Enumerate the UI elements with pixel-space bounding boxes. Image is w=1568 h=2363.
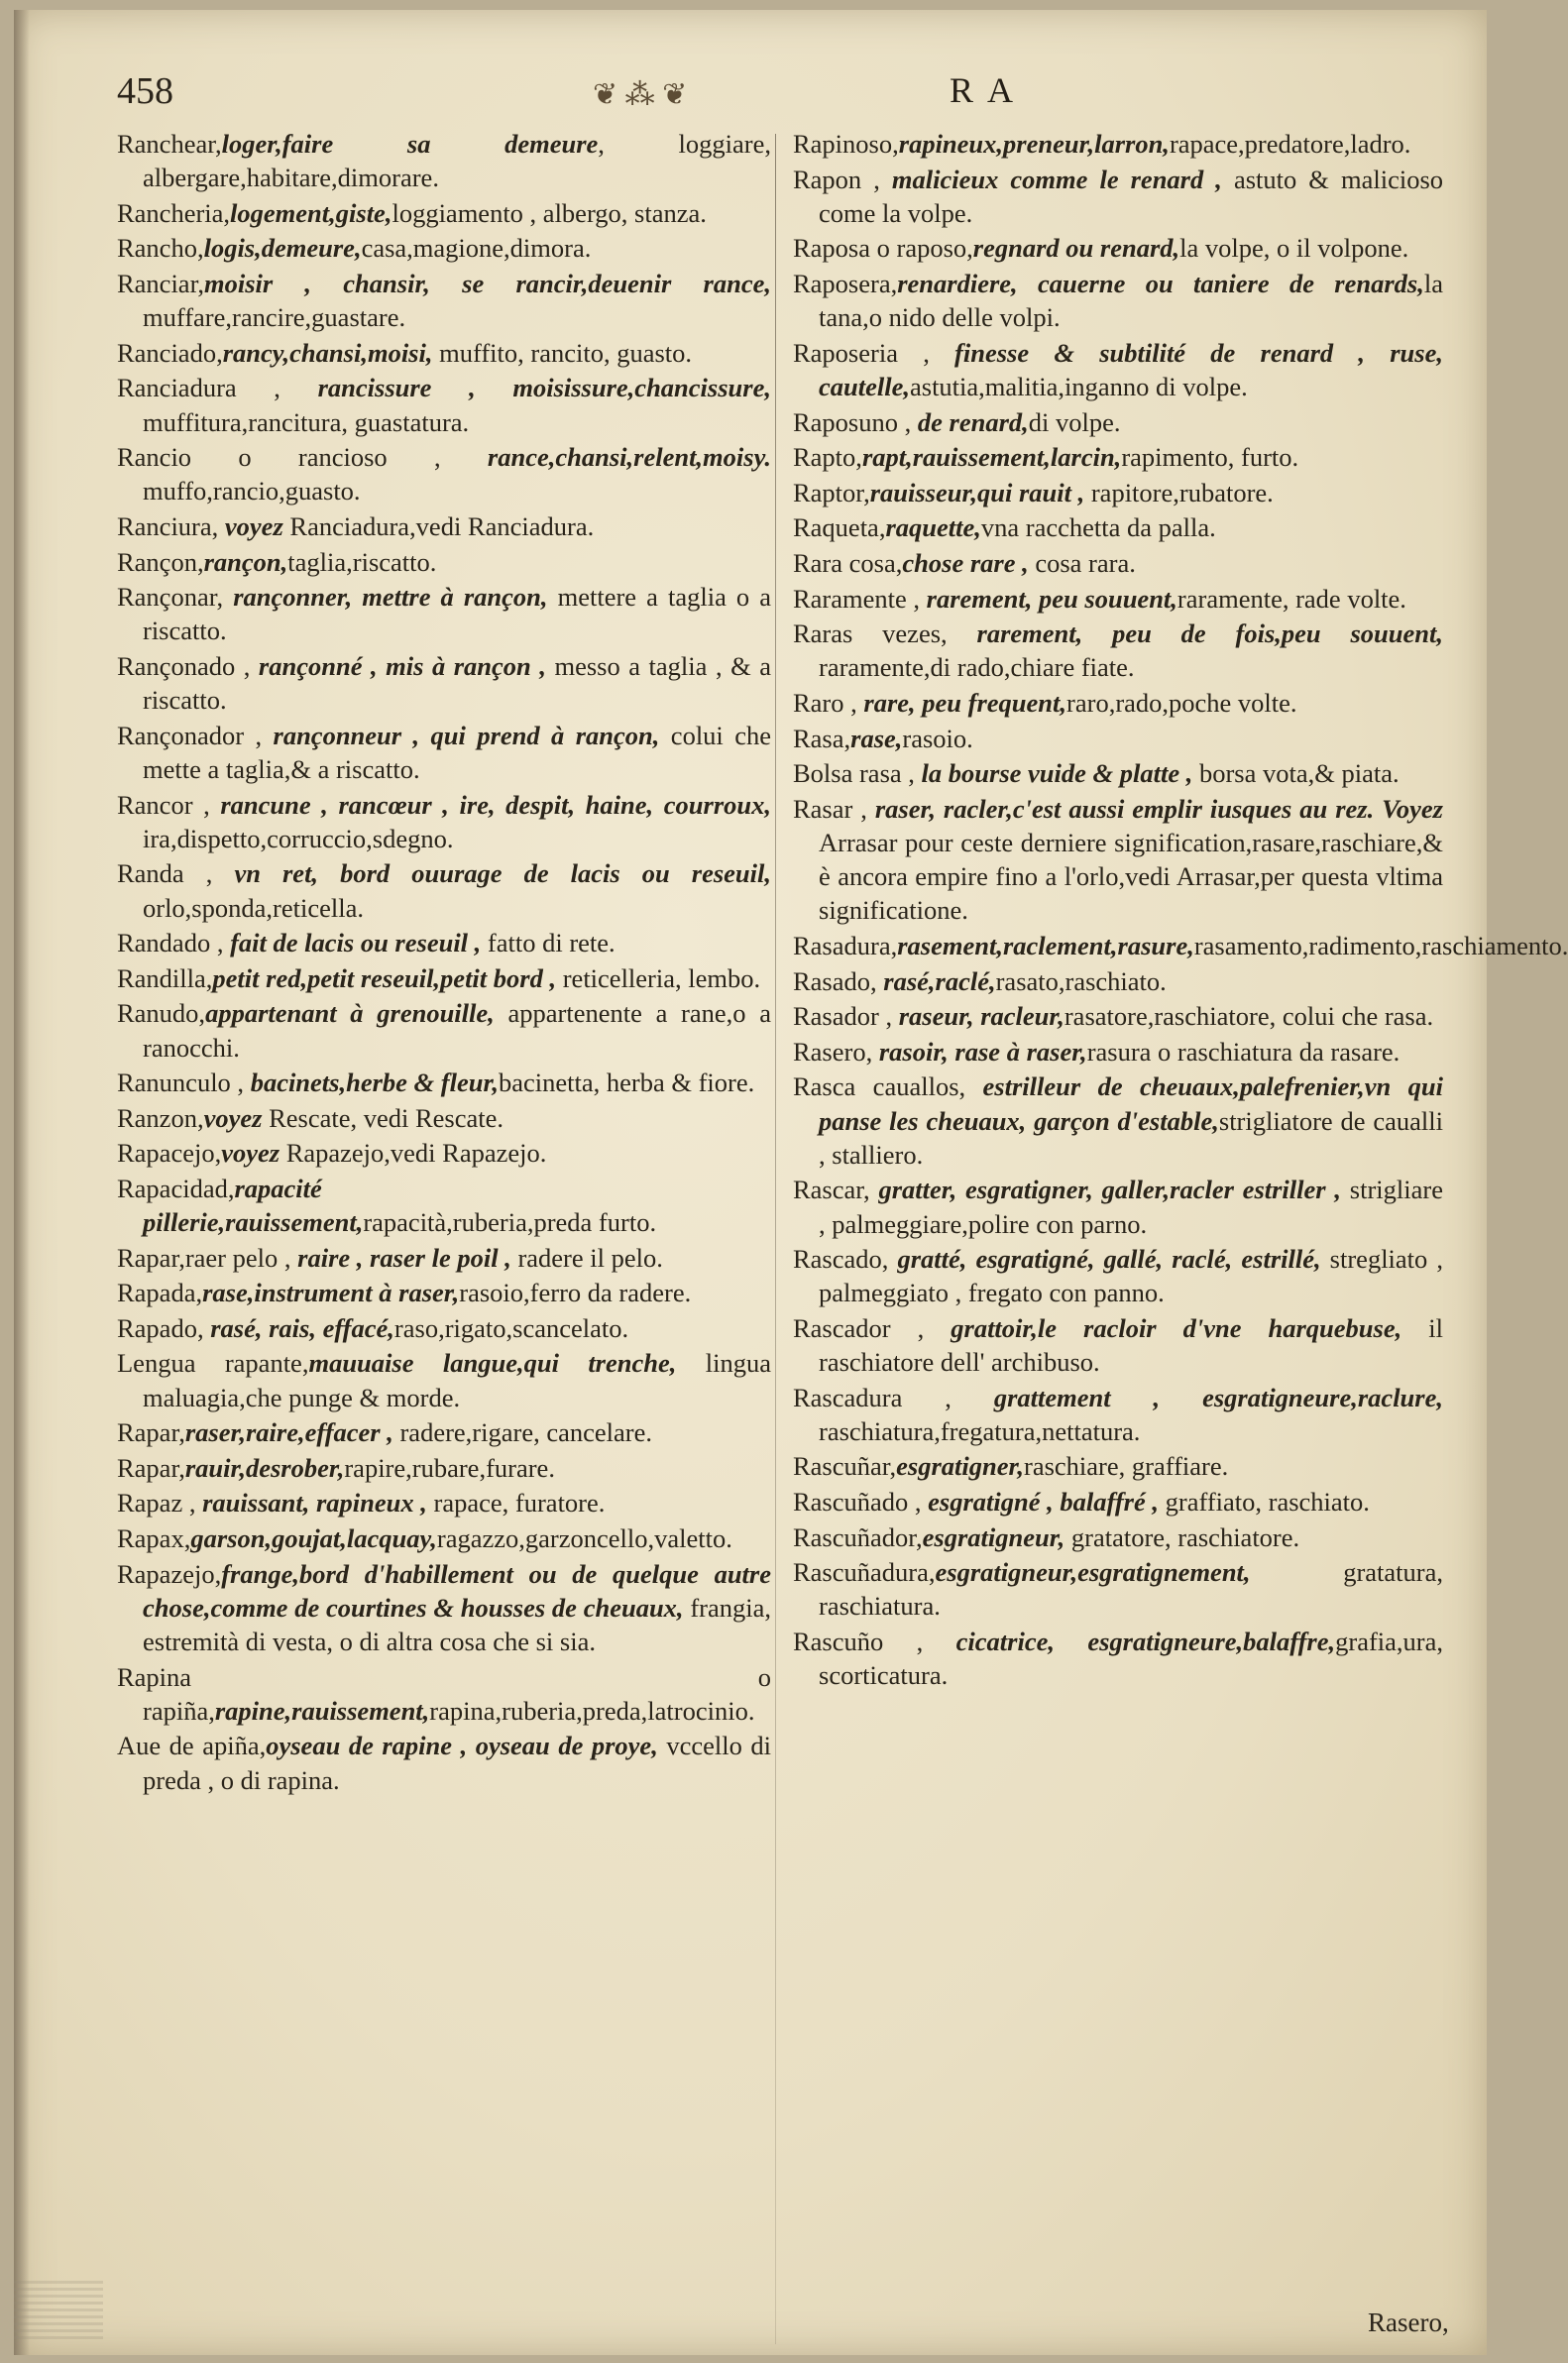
headword: Rapacejo, [117, 1138, 222, 1169]
headword: Rasado, [793, 965, 884, 996]
french-gloss: grattoir,le racloir d'vne harquebuse, [951, 1312, 1402, 1343]
french-gloss: gratté, esgratigné, gallé, raclé, estrillé, [897, 1244, 1321, 1275]
italian-gloss: gratatore, raschiatore. [1064, 1521, 1300, 1552]
italian-gloss: raso,rigato,scancelato. [393, 1312, 629, 1343]
italian-gloss: rasatore,raschiatore, colui che rasa. [1064, 1001, 1434, 1032]
italian-gloss: Arrasar pour ceste derniere signification,rasare,raschiare,& è ancora empire fino a l'orlo,vedi Arrasar,per questa vltima significatione. [819, 827, 1443, 926]
dictionary-entry [793, 964, 1443, 998]
french-gloss: rauisseur,qui rauit , [869, 477, 1085, 507]
dictionary-entry [793, 1242, 1443, 1309]
dictionary-entry [793, 792, 1443, 928]
french-gloss: finesse & subtilité de renard , ruse, cautelle, [819, 337, 1443, 401]
headword: Rançonador , [117, 720, 274, 750]
french-gloss: esgratigneur,esgratignement, [935, 1557, 1251, 1588]
dictionary-entry [117, 196, 771, 230]
italian-gloss: raro,rado,poche volte. [1066, 687, 1297, 718]
dictionary-entry [117, 1346, 771, 1413]
dictionary-entry [793, 546, 1443, 580]
right-column [793, 127, 1568, 1694]
headword: Rascado, [793, 1244, 898, 1275]
italian-gloss: rapire,rubare,furare. [344, 1452, 555, 1483]
french-gloss: rançon, [203, 546, 288, 577]
italian-gloss: rapimento, furto. [1121, 442, 1299, 473]
headword: Ranciar, [117, 268, 204, 298]
italian-gloss: lingua maluagia,che punge & morde. [143, 1348, 772, 1412]
headword: Rapina o rapiña, [117, 1661, 771, 1726]
french-gloss: gratter, esgratigner, galler,racler estriller , [878, 1175, 1342, 1205]
french-gloss: esgratigner, [896, 1451, 1025, 1482]
headword: Randado , [117, 928, 231, 958]
italian-gloss: Rescate, vedi Rescate. [262, 1102, 504, 1133]
dictionary-entry [117, 267, 771, 334]
headword: Rapazejo, [117, 1558, 222, 1589]
dictionary-entry [117, 719, 771, 786]
french-gloss: vn ret, bord ouurage de lacis ou reseuil, [234, 858, 772, 889]
italian-gloss: astutia,malitia,inganno di volpe. [910, 371, 1248, 401]
headword: Rapar, [117, 1417, 185, 1448]
headword: Ranzon, [117, 1102, 204, 1133]
dictionary-entry [117, 1451, 771, 1485]
french-gloss: raser,raire,effacer , [184, 1417, 393, 1448]
french-gloss: chose rare , [902, 547, 1029, 578]
french-gloss: voyez [221, 1138, 280, 1169]
french-gloss: rauir,desrober, [184, 1452, 345, 1483]
dictionary-entry [117, 1276, 771, 1309]
dictionary-entry [793, 1381, 1443, 1448]
french-gloss: rarement, peu de fois,peu souuent, [976, 619, 1444, 649]
italian-gloss: cosa rara. [1028, 547, 1136, 578]
italian-gloss: fatto di rete. [481, 928, 616, 958]
italian-gloss: rapace, furatore. [426, 1488, 606, 1519]
dictionary-entry [793, 476, 1443, 509]
dictionary-entry [117, 649, 771, 717]
italian-gloss: rapitore,rubatore. [1084, 477, 1274, 507]
dictionary-entry [117, 371, 771, 438]
headword: Rapacidad, [117, 1173, 235, 1203]
french-gloss: mauuaise langue,qui trenche, [308, 1348, 677, 1379]
dictionary-entry [117, 231, 771, 265]
italian-gloss: di volpe. [1028, 406, 1121, 437]
italian-gloss: mettere a taglia o a riscatto. [143, 582, 771, 646]
italian-gloss: gratatura, raschiatura. [819, 1557, 1443, 1622]
italian-gloss: rasato,raschiato. [995, 965, 1167, 996]
dictionary-entry [117, 1101, 771, 1135]
french-gloss: renardiere, cauerne ou taniere de renards, [897, 268, 1424, 298]
italian-gloss: rapacità,ruberia,preda furto. [363, 1207, 657, 1238]
dictionary-entry [117, 926, 771, 959]
italian-gloss: raramente, rade volte. [1176, 583, 1406, 614]
headword: Rasa, [793, 723, 851, 753]
dictionary-entry [793, 1555, 1443, 1623]
headword: Rançon, [117, 546, 204, 577]
dictionary-entry [117, 440, 771, 507]
italian-gloss: rasoio,ferro da radere. [459, 1278, 692, 1308]
italian-gloss: radere il pelo. [510, 1242, 663, 1273]
italian-gloss: la volpe, o il volpone. [1179, 233, 1409, 264]
italian-gloss: strigliare , palmeggiare,polire con parno. [819, 1175, 1443, 1239]
headword: Bolsa rasa , [793, 758, 922, 789]
italian-gloss: rapace,predatore,ladro. [1169, 129, 1411, 159]
french-gloss: raseur, racleur, [898, 1001, 1064, 1032]
french-gloss: garson,goujat,lacquay, [190, 1523, 437, 1554]
headword: Randa , [117, 858, 235, 889]
french-gloss: rasé,raclé, [883, 965, 996, 996]
dictionary-entry [793, 617, 1443, 684]
headword: Raposuno , [793, 406, 918, 437]
headword: Rara cosa, [793, 547, 903, 578]
french-gloss: raser, racler,c'est aussi emplir iusques au rez. Voyez [874, 793, 1443, 824]
french-gloss: rance,chansi,relent,moisy. [487, 442, 771, 473]
french-gloss: voyez [224, 510, 283, 541]
headword: Ranciura, [117, 510, 225, 541]
dictionary-entry [793, 582, 1443, 616]
french-gloss: petit red,petit reseuil,petit bord , [212, 962, 557, 993]
page-header [117, 61, 1445, 121]
dictionary-entry [117, 545, 771, 579]
french-gloss: rapine,rauissement, [214, 1695, 430, 1726]
headword: Rapar,raer pelo , [117, 1242, 298, 1273]
french-gloss: frange,bord d'habillement ou de quelque autre chose,comme de courtines & housses de cheuaux, [143, 1558, 771, 1623]
dictionary-entry [117, 996, 771, 1064]
italian-gloss: raramente,di rado,chiare fiate. [819, 652, 1135, 683]
italian-gloss: ira,dispetto,corruccio,sdegno. [143, 823, 454, 853]
french-gloss: voyez [203, 1102, 263, 1133]
dictionary-entry [793, 1311, 1443, 1379]
dictionary-entry [793, 999, 1443, 1033]
dictionary-entry [793, 929, 1568, 962]
french-gloss: rase, [850, 723, 903, 753]
dictionary-entry [793, 231, 1443, 265]
headword: Ranciadura , [117, 373, 318, 403]
dictionary-entry [117, 1557, 771, 1659]
italian-gloss: taglia,riscatto. [287, 546, 437, 577]
headword: Raramente , [793, 583, 927, 614]
italian-gloss: stregliato , palmeggiato , fregato con panno. [819, 1244, 1443, 1308]
italian-gloss: muffitura,rancitura, guastatura. [143, 406, 470, 437]
italian-gloss: reticelleria, lembo. [556, 962, 761, 993]
italian-gloss: rasura o raschiatura da rasare. [1086, 1036, 1400, 1067]
french-gloss: rapt,rauissement,larcin, [861, 442, 1122, 473]
dictionary-entry [793, 163, 1443, 230]
headword: Rapto, [793, 442, 862, 473]
headword: Raptor, [793, 477, 870, 507]
dictionary-entry [793, 1035, 1443, 1069]
italian-gloss: vna racchetta da palla. [980, 512, 1216, 543]
headword: Raqueta, [793, 512, 886, 543]
french-gloss: rançonné , mis à rançon , [258, 650, 546, 681]
dictionary-entry [117, 127, 771, 194]
headword: Rascadura , [793, 1382, 994, 1412]
italian-gloss: frangia, estremità di vesta, o di altra cosa che si sia. [143, 1592, 771, 1657]
french-gloss: fait de lacis ou reseuil , [230, 928, 482, 958]
headword: Rancor , [117, 789, 221, 820]
dictionary-page [14, 10, 1568, 2355]
headword: Rapinoso, [793, 129, 899, 159]
french-gloss: rauissant, rapineux , [202, 1488, 427, 1519]
headword: Raras vezes, [793, 619, 977, 649]
italian-gloss: il raschiatore dell' archibuso. [819, 1312, 1443, 1378]
catchword: Rasero, [1368, 2307, 1449, 2337]
italian-gloss: raschiare, graffiare. [1024, 1451, 1229, 1482]
italian-gloss: , loggiare, albergare,habitare,dimorare. [143, 129, 771, 193]
italian-gloss: raschiatura,fregatura,nettatura. [819, 1415, 1141, 1446]
italian-gloss: la tana,o nido delle volpi. [819, 268, 1443, 333]
dictionary-entry [117, 856, 771, 924]
dictionary-entry [793, 1520, 1443, 1554]
french-gloss: loger,faire sa demeure [221, 129, 599, 159]
italian-gloss: astuto & malicioso come la volpe. [819, 164, 1444, 228]
french-gloss: rapineux,preneur,larron, [898, 129, 1170, 159]
french-gloss: rancy,chansi,moisi, [222, 337, 433, 368]
dictionary-entry [793, 267, 1443, 334]
dictionary-entry [117, 961, 771, 995]
french-gloss: rançonneur , qui prend à rançon, [273, 720, 660, 750]
headword: Ranciado, [117, 337, 223, 368]
headword: Rapada, [117, 1278, 203, 1308]
dictionary-entry [793, 1069, 1443, 1172]
headword: Randilla, [117, 962, 213, 993]
headword: Rascuñador, [793, 1521, 923, 1552]
headword: Raposa o raposo, [793, 233, 973, 264]
italian-gloss: casa,magione,dimora. [361, 233, 592, 264]
dictionary-entry [117, 1311, 771, 1345]
italian-gloss: messo a taglia , & a riscatto. [143, 650, 772, 716]
french-gloss: rase,instrument à raser, [202, 1278, 460, 1308]
french-gloss: cicatrice, esgratigneure,balaffre, [955, 1627, 1336, 1657]
italian-gloss: muffo,rancio,guasto. [143, 476, 361, 506]
column-divider [775, 134, 776, 2344]
dictionary-entry [117, 1136, 771, 1170]
headword: Rancheria, [117, 197, 231, 228]
italian-gloss: Rapazejo,vedi Rapazejo. [280, 1138, 547, 1169]
headword: Rasador , [793, 1001, 899, 1032]
italian-gloss: loggiamento , albergo, stanza. [392, 197, 707, 228]
dictionary-entry [117, 1066, 771, 1099]
dictionary-entry [117, 580, 771, 647]
headword: Rapar, [117, 1452, 185, 1483]
headword: Rascuñado , [793, 1487, 929, 1518]
italian-gloss: colui che mette a taglia,& a riscatto. [143, 720, 771, 784]
headword: Rapaz , [117, 1488, 203, 1519]
french-gloss: malicieux comme le renard , [891, 164, 1222, 194]
headword: Rasadura, [793, 930, 898, 960]
french-gloss: rarement, peu souuent, [926, 583, 1177, 614]
french-gloss: bacinets,herbe & fleur, [250, 1068, 499, 1098]
italian-gloss: rasoio. [902, 723, 973, 753]
french-gloss: rare, peu frequent, [863, 687, 1067, 718]
french-gloss: estrilleur de cheuaux,palefrenier,vn qui panse les cheuaux, garçon d'estable, [819, 1071, 1443, 1136]
headword: Rasero, [793, 1036, 879, 1067]
headword: Rascador , [793, 1312, 952, 1343]
dictionary-entry [793, 336, 1443, 403]
italian-gloss: muffare,rancire,guastare. [143, 302, 406, 333]
headword: Rancio o rancioso , [117, 442, 488, 473]
french-gloss: esgratigneur, [922, 1521, 1065, 1552]
dictionary-entry [117, 1241, 771, 1275]
italian-gloss: bacinetta, herba & fiore. [498, 1068, 755, 1098]
headword: Rancho, [117, 233, 204, 264]
dictionary-entry [793, 1625, 1443, 1692]
french-gloss: de renard, [917, 406, 1029, 437]
dictionary-entry [793, 127, 1443, 161]
italian-gloss: muffito, rancito, guasto. [432, 337, 693, 368]
headword: Rapado, [117, 1312, 211, 1343]
french-gloss: rancune , rancœur , ire, despit, haine, courroux, [220, 789, 771, 820]
dictionary-entry [793, 510, 1443, 544]
dictionary-entry [117, 1660, 771, 1728]
french-gloss: rancissure , moisissure,chancissure, [317, 373, 771, 403]
italian-gloss: borsa vota,& piata. [1192, 758, 1400, 789]
headword: Rançonado , [117, 650, 259, 681]
header-ornament: ❦ ⁂ ❦ [593, 78, 688, 111]
french-gloss: appartenant à grenouille, [205, 998, 495, 1029]
page-number: 458 [117, 70, 173, 112]
french-gloss: rapacité pillerie,rauissement, [143, 1173, 364, 1238]
headword: Rascuñadura, [793, 1557, 936, 1588]
italian-gloss: radere,rigare, cancelare. [392, 1417, 652, 1448]
french-gloss: rasoir, rase à raser, [878, 1036, 1087, 1067]
french-gloss: moisir , chansir, se rancir,deuenir rance, [203, 268, 771, 298]
headword: Raposera, [793, 268, 898, 298]
dictionary-entry [793, 405, 1443, 439]
italian-gloss: rasamento,radimento,raschiamento. [1193, 930, 1568, 960]
page-spine-shadow [14, 10, 30, 2355]
library-stamp [14, 2280, 103, 2339]
italian-gloss: vccello di preda , o di rapina. [143, 1731, 772, 1795]
headword: Ranchear, [117, 129, 222, 159]
dictionary-entry [117, 1521, 771, 1555]
headword: Lengua rapante, [117, 1348, 309, 1379]
headword: Rascar, [793, 1175, 879, 1205]
dictionary-entry [117, 1486, 771, 1519]
italian-gloss: appartenente a rane,o a ranocchi. [143, 998, 771, 1063]
dictionary-entry [793, 686, 1443, 720]
italian-gloss: Ranciadura,vedi Ranciadura. [282, 510, 595, 541]
french-gloss: grattement , esgratigneure,raclure, [993, 1382, 1443, 1412]
headword: Ranunculo , [117, 1068, 251, 1098]
dictionary-entry [117, 509, 771, 543]
italian-gloss: graffiato, raschiato. [1159, 1487, 1370, 1518]
italian-gloss: grafia,ura, scorticatura. [819, 1627, 1443, 1691]
french-gloss: rançonner, mettre à rançon, [233, 582, 548, 613]
headword: Raposeria , [793, 337, 955, 368]
french-gloss: esgratigné , balaffré , [928, 1487, 1160, 1518]
dictionary-entry [793, 1485, 1443, 1519]
italian-gloss: ragazzo,garzoncello,valetto. [436, 1523, 732, 1554]
dictionary-entry [793, 440, 1443, 474]
headword: Rascuñar, [793, 1451, 897, 1482]
headword: Rapax, [117, 1523, 191, 1554]
headword: Rançonar, [117, 582, 234, 613]
headword: Rapon , [793, 164, 892, 194]
french-gloss: oyseau de rapine , oyseau de proye, [266, 1731, 658, 1761]
french-gloss: la bourse vuide & platte , [921, 758, 1193, 789]
dictionary-entry [117, 336, 771, 370]
italian-gloss: strigliatore de caualli , stalliero. [819, 1105, 1444, 1170]
italian-gloss: rapina,ruberia,preda,latrocinio. [429, 1695, 755, 1726]
french-gloss: raquette, [885, 512, 981, 543]
dictionary-entry [793, 1173, 1443, 1240]
dictionary-entry [117, 1172, 771, 1239]
headword: Rasca cauallos, [793, 1071, 983, 1102]
headword: Rascuño , [793, 1627, 956, 1657]
dictionary-entry [793, 756, 1443, 790]
running-head: RA [950, 70, 1028, 110]
dictionary-entry [117, 1729, 771, 1796]
french-gloss: regnard ou renard, [972, 233, 1180, 264]
headword: Rasar , [793, 793, 875, 824]
italian-gloss: orlo,sponda,reticella. [143, 892, 364, 923]
french-gloss: raire , raser le poil , [297, 1242, 511, 1273]
headword: Aue de apiña, [117, 1731, 267, 1761]
french-gloss: logement,giste, [230, 197, 392, 228]
dictionary-entry [117, 1415, 771, 1449]
headword: Raro , [793, 687, 864, 718]
dictionary-entry [793, 722, 1443, 755]
dictionary-entry [117, 788, 771, 855]
headword: Ranudo, [117, 998, 206, 1029]
french-gloss: rasé, rais, effacé, [210, 1312, 394, 1343]
left-column [117, 127, 771, 1798]
dictionary-entry [793, 1449, 1443, 1483]
french-gloss: logis,demeure, [203, 233, 362, 264]
french-gloss: rasement,raclement,rasure, [897, 930, 1194, 960]
